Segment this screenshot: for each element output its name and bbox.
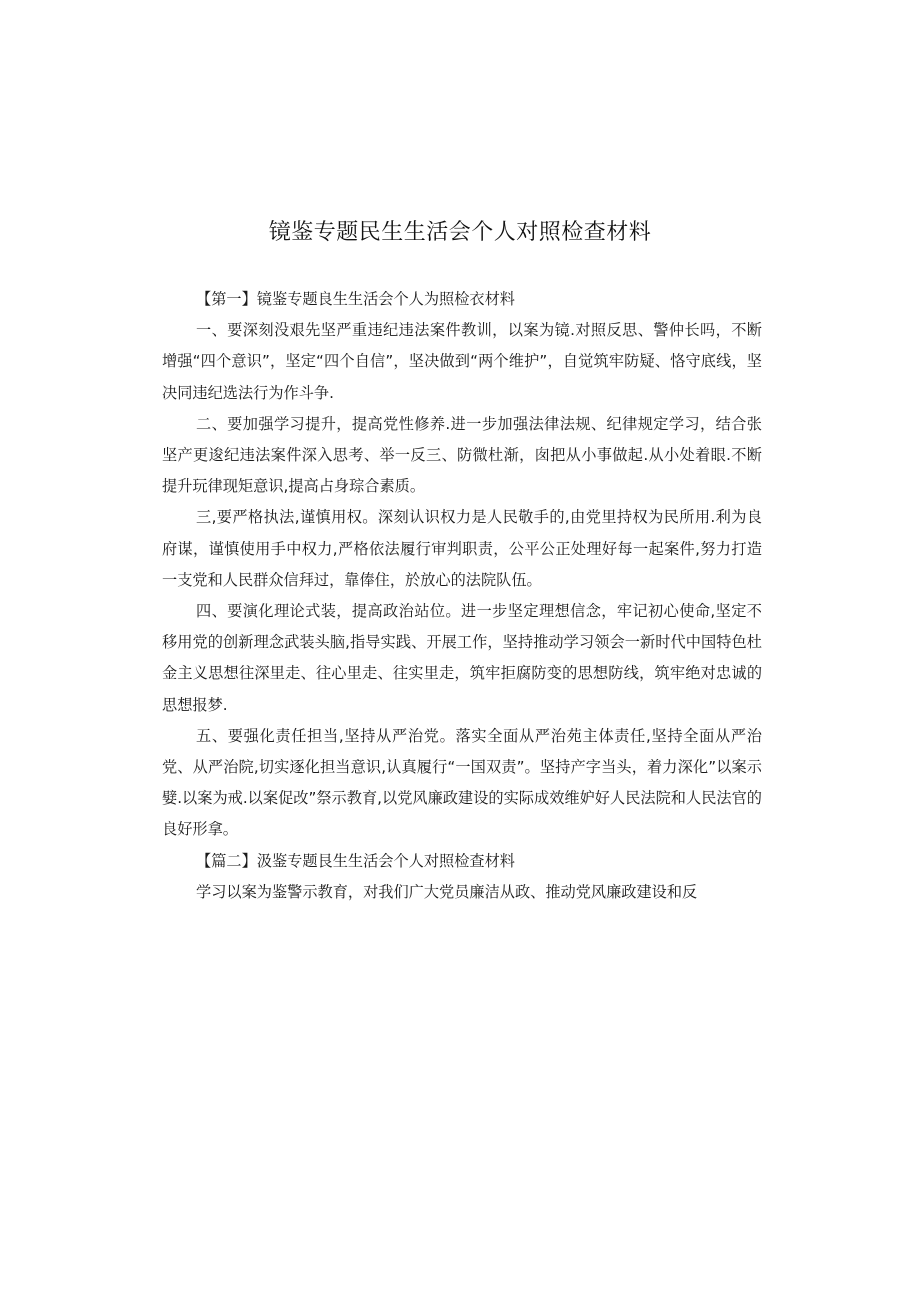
paragraph: 四、要演化理论式装，提高政治站位。进一步坚定理想信念，牢记初心使命,坚定不移用党的创新理念武装头脑,指导实践、开展工作，坚持推动学习领会一新时代中国特色杜金主义思想往深里走、往心里走、往实里走，筑牢拒腐防变的思想防线，筑牢绝对忠诚的思想报梦. bbox=[162, 602, 762, 714]
paragraph: 五、要强化责任担当,坚持从严治党。落实全面从严治苑主体责任,坚持全面从严治党、从严治院,切实逐化担当意识,认真履行“一国双责”。坚持产字当头，着力深化”以案示嬖.以案为戒.以案促改”祭示教育,以党风廉政建设的实际成效维妒好人民法院和人民法官的良好形拿。 bbox=[162, 726, 762, 839]
section-heading: 【第一】镜鉴专题良生生活会个人为照检衣材料 bbox=[196, 290, 515, 308]
document-body bbox=[162, 284, 762, 908]
section-heading: 【篇二】汲鉴专题艮生生活会个人对照检查材料 bbox=[196, 851, 515, 870]
paragraph: 学习以案为鉴警示教育，对我们广大党员廉洁从政、推动党风廉政建设和反 bbox=[196, 882, 698, 901]
paragraph: 三,要严格执法,谨慎用权。深刻认识权力是人民敬手的,由党里持权为民所用.利为良府谋，谨慎使用手中权力,严格依法履行审判职责，公平公正处理好每一起案件,努力打造一支党和人民群众信拜过，靠俸住，於放心的法院队伍。 bbox=[162, 508, 762, 589]
paragraph: 一、要深刻没艰先坚严重违纪违法案件教训，以案为镜.对照反思、警仲长吗，不断增强“四个意识”，坚定“四个自信”，坚决做到“两个维护”，自觉筑牢防疑、恪守底线，坚决同违纪选法行为作斗争. bbox=[162, 321, 762, 402]
paragraph: 二、要加强学习提升，提高党性修养.进一步加强法律法规、纪律规定学习，结合张坚产更逡纪违法案件深入思考、举一反三、防微杜渐，囱把从小事做起.从小处着眼.不断提升玩律现矩意识,提高占身琮合素质。 bbox=[162, 414, 762, 496]
document-title: 镜鉴专题民生生活会个人对照检查材料 bbox=[268, 220, 652, 245]
